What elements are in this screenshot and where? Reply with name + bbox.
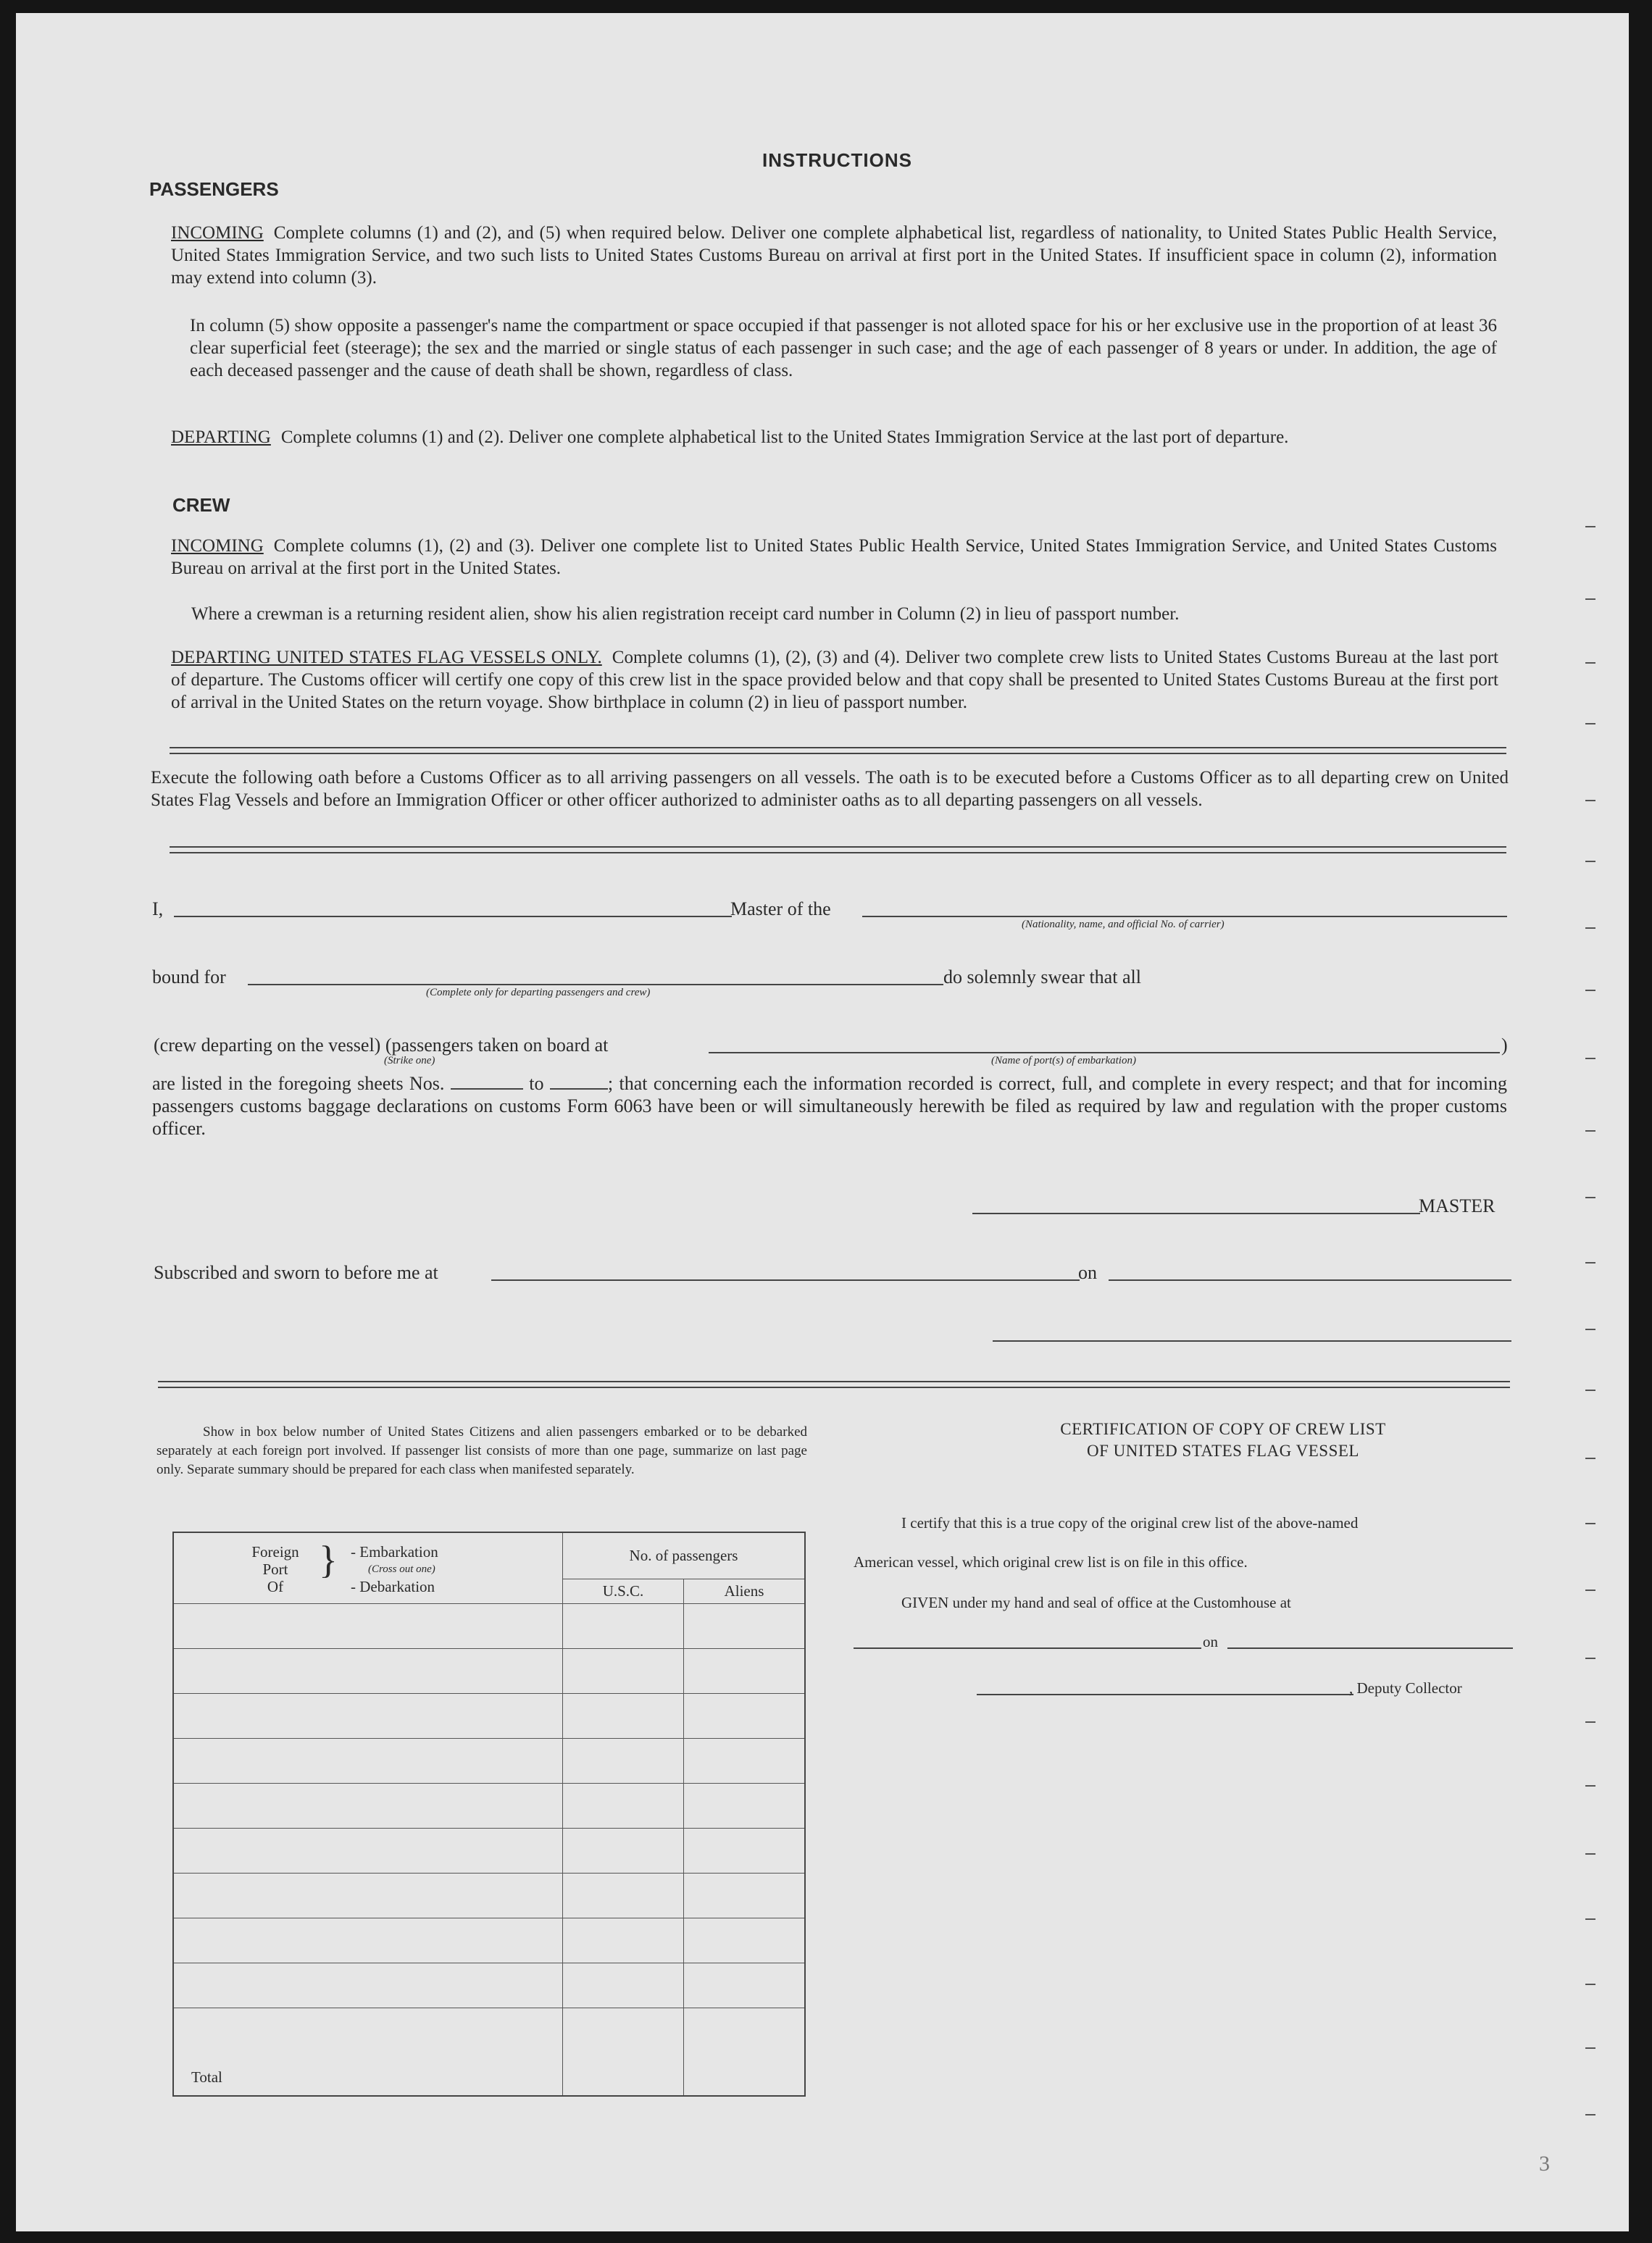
aliens-cell[interactable] [684, 1828, 806, 1873]
oath-i-label: I, [152, 898, 164, 919]
passengers-departing-text: Complete columns (1) and (2). Deliver one complete alphabetical list to the United States Immigration Service at the last port of departure. [280, 427, 1289, 447]
swear-text: do solemnly swear that all [943, 966, 1141, 987]
usc-header: U.S.C. [563, 1579, 684, 1603]
strike-one-hint: (Strike one) [384, 1055, 435, 1066]
usc-cell[interactable] [563, 1828, 684, 1873]
port-cell[interactable] [173, 1873, 563, 1918]
margin-dash [1585, 800, 1595, 801]
of-word: Of [267, 1578, 284, 1595]
certification-title [904, 1419, 1542, 1462]
sworn-place-field[interactable] [491, 1279, 1080, 1281]
master-label: MASTER [1419, 1195, 1495, 1216]
crew-incoming-lead: INCOMING [171, 536, 264, 556]
port-cell[interactable] [173, 1783, 563, 1828]
deputy-collector-label: , Deputy Collector [1349, 1679, 1462, 1697]
passengers-incoming-text: Complete columns (1) and (2), and (5) when required below. Deliver one complete alphabetical list, regardless of nationality, to United States Public Health Service, United States Immigration Service, and two such lists to United States Customs Bureau on arrival at first port in the United States. If insufficient space in column (2), information may extend into column (3). [171, 223, 1497, 288]
box-instruction: Show in box below number of United States Citizens and alien passengers embarked or to be debarked separately at each foreign port involved. If passenger list consists of more than one page, summarize on last page only. Separate summary should be prepared for each class when manifested separately. [157, 1424, 807, 1477]
margin-dash [1585, 662, 1595, 664]
embarkation-label: - Embarkation [351, 1543, 438, 1561]
usc-cell[interactable] [563, 1648, 684, 1693]
foreign-port-of-label [232, 1543, 319, 1595]
margin-dash [1585, 1523, 1595, 1524]
usc-cell[interactable] [563, 1873, 684, 1918]
section-divider [158, 1381, 1510, 1388]
usc-cell[interactable] [563, 1963, 684, 2008]
customhouse-field[interactable] [854, 1647, 1201, 1649]
margin-dash [1585, 990, 1595, 991]
aliens-cell[interactable] [684, 1963, 806, 2008]
brace-glyph: } [319, 1538, 338, 1582]
bound-for-label: bound for [152, 966, 226, 987]
table-row [173, 1693, 805, 1738]
table-row [173, 1603, 805, 1648]
close-paren: ) [1501, 1035, 1508, 1056]
margin-dash [1585, 598, 1595, 600]
carrier-field[interactable] [862, 916, 1507, 917]
passenger-summary-table [172, 1532, 806, 2097]
aliens-header: Aliens [684, 1579, 806, 1603]
certification-date-field[interactable] [1227, 1647, 1513, 1649]
sheets-to-field[interactable] [550, 1088, 608, 1090]
margin-dash [1585, 1262, 1595, 1263]
port-header-cell [173, 1532, 563, 1603]
section-divider [170, 747, 1506, 754]
port-cell[interactable] [173, 1648, 563, 1693]
crew-resident-paragraph: Where a crewman is a returning resident alien, show his alien registration receipt card number in Column (2) in lieu of passport number. [191, 604, 1180, 624]
margin-dash [1585, 1853, 1595, 1855]
margin-dash [1585, 1390, 1595, 1391]
margin-dash [1585, 861, 1595, 862]
usc-cell[interactable] [563, 1783, 684, 1828]
margin-dash [1585, 1458, 1595, 1459]
carrier-hint: (Nationality, name, and official No. of carrier) [1022, 919, 1225, 930]
deputy-collector-signature-field[interactable] [977, 1694, 1353, 1695]
aliens-cell[interactable] [684, 1603, 806, 1648]
margin-dash [1585, 1658, 1595, 1659]
embarkation-port-field[interactable] [709, 1052, 1500, 1053]
passengers-incoming-paragraph [171, 222, 1497, 289]
margin-dash [1585, 723, 1595, 724]
passengers-departing-lead: DEPARTING [171, 427, 271, 447]
aliens-cell[interactable] [684, 1873, 806, 1918]
sheets-from-field[interactable] [451, 1088, 523, 1090]
passengers-column5-paragraph: In column (5) show opposite a passenger's name the compartment or space occupied if that passenger is not alloted space for his or her exclusive use in the proportion of at least 36 clear superficial feet (steerage); the sex and the married or single status of each passenger in such case; and the age of each passenger of 8 years or under. In addition, the age of each deceased passenger and the cause of death shall be shown, regardless of class. [190, 316, 1497, 380]
margin-dash [1585, 1058, 1595, 1059]
certify-line1: I certify that this is a true copy of the original crew list of the above-named [901, 1514, 1359, 1532]
passengers-incoming-lead: INCOMING [171, 223, 264, 243]
section-divider [170, 846, 1506, 853]
margin-dash [1585, 1984, 1595, 1985]
foreign-word: Foreign [251, 1543, 299, 1561]
subscribed-label: Subscribed and sworn to before me at [154, 1262, 438, 1283]
margin-dash [1585, 927, 1595, 929]
port-cell[interactable] [173, 1603, 563, 1648]
aliens-cell[interactable] [684, 1918, 806, 1963]
table-row [173, 1783, 805, 1828]
certification-title-line1: CERTIFICATION OF COPY OF CREW LIST [1060, 1420, 1386, 1438]
table-row [173, 1648, 805, 1693]
bound-for-field[interactable] [248, 984, 943, 985]
port-word: Port [262, 1561, 288, 1578]
officer-signature-field[interactable] [993, 1340, 1511, 1342]
crew-incoming-paragraph [171, 535, 1497, 580]
listed-text-b: ; that concerning each the information recorded is correct, full, and complete in every respect; and that for incoming passengers customs baggage declarations on customs Form 6063 have been or will simultaneously herewith be filed as required by law and regulation with the proper customs officer. [152, 1073, 1508, 1139]
listed-to-label: to [529, 1073, 544, 1094]
usc-cell[interactable] [563, 1738, 684, 1783]
margin-dash [1585, 526, 1595, 527]
table-row [173, 1918, 805, 1963]
master-signature-field[interactable] [972, 1213, 1420, 1214]
debarkation-label: - Debarkation [351, 1578, 435, 1595]
margin-dash [1585, 2047, 1595, 2049]
no-passengers-header: No. of passengers [563, 1532, 806, 1579]
certify-line2: American vessel, which original crew list is on file in this office. [854, 1553, 1248, 1571]
certification-title-line2: OF UNITED STATES FLAG VESSEL [1087, 1442, 1359, 1460]
sworn-date-field[interactable] [1109, 1279, 1511, 1281]
port-cell[interactable] [173, 1963, 563, 2008]
aliens-cell[interactable] [684, 1783, 806, 1828]
usc-cell[interactable] [563, 1918, 684, 1963]
aliens-cell[interactable] [684, 1648, 806, 1693]
passengers-heading: PASSENGERS [149, 178, 279, 200]
aliens-total-cell[interactable] [684, 2008, 806, 2096]
crew-departing-lead: DEPARTING UNITED STATES FLAG VESSELS ONLY. [171, 648, 602, 667]
table-row [173, 1873, 805, 1918]
aliens-cell[interactable] [684, 1738, 806, 1783]
ports-hint: (Name of port(s) of embarkation) [991, 1055, 1136, 1066]
usc-cell[interactable] [563, 1603, 684, 1648]
master-of-the-label: Master of the [730, 898, 831, 919]
crew-incoming-text: Complete columns (1), (2) and (3). Deliver one complete list to United States Public Health Service, United States Immigration Service, and United States Customs Bureau on arrival at the first port in the United States. [171, 536, 1497, 578]
master-name-field[interactable] [174, 916, 732, 917]
crew-departing-text: Complete columns (1), (2), (3) and (4). Deliver two complete crew lists to United States Customs Bureau at the last port of departure. The Customs officer will certify one copy of this crew list in the space provided below and that copy shall be presented to United States Customs Bureau at the first port of arrival in the United States on the return voyage. Show birthplace in column (2) in lieu of passport number. [171, 648, 1499, 712]
usc-cell[interactable] [563, 1693, 684, 1738]
total-label: Total [173, 2008, 563, 2096]
port-cell[interactable] [173, 1918, 563, 1963]
table-row [173, 1738, 805, 1783]
passengers-departing-paragraph [171, 426, 1497, 448]
port-cell[interactable] [173, 1738, 563, 1783]
crew-departing-paragraph [171, 646, 1498, 714]
certification-on-label: on [1203, 1633, 1218, 1650]
margin-dash [1585, 1329, 1595, 1330]
crew-departing-text: (crew departing on the vessel) (passengers taken on board at [154, 1035, 609, 1056]
margin-dash [1585, 1130, 1595, 1132]
aliens-cell[interactable] [684, 1693, 806, 1738]
sworn-on-label: on [1078, 1262, 1097, 1283]
crew-heading: CREW [172, 494, 230, 516]
listed-text-a: are listed in the foregoing sheets Nos. [152, 1073, 445, 1094]
margin-dash [1585, 1590, 1595, 1591]
margin-dash [1585, 1785, 1595, 1787]
total-row [173, 2008, 805, 2096]
margin-dash [1585, 2114, 1595, 2115]
margin-dash [1585, 1197, 1595, 1198]
instructions-title: INSTRUCTIONS [762, 149, 912, 171]
margin-dash [1585, 1721, 1595, 1723]
table-row [173, 1828, 805, 1873]
bound-for-hint: (Complete only for departing passengers and crew) [426, 987, 651, 998]
oath-instruction-paragraph: Execute the following oath before a Customs Officer as to all arriving passengers on all vessels. The oath is to be executed before a Customs Officer as to all departing crew on United States Flag Vessels and before an Immigration Officer or other officer authorized to administer oaths as to all departing passengers on all vessels. [151, 768, 1509, 810]
port-cell[interactable] [173, 1693, 563, 1738]
margin-dash [1585, 1918, 1595, 1920]
margin-mark: 3 [1539, 2152, 1550, 2176]
usc-total-cell[interactable] [563, 2008, 684, 2096]
form-page [16, 13, 1629, 2231]
port-cell[interactable] [173, 1828, 563, 1873]
given-line: GIVEN under my hand and seal of office at the Customhouse at [901, 1594, 1291, 1611]
cross-out-hint: (Cross out one) [368, 1563, 435, 1575]
oath-listed-paragraph [152, 1072, 1507, 1140]
table-row [173, 1963, 805, 2008]
